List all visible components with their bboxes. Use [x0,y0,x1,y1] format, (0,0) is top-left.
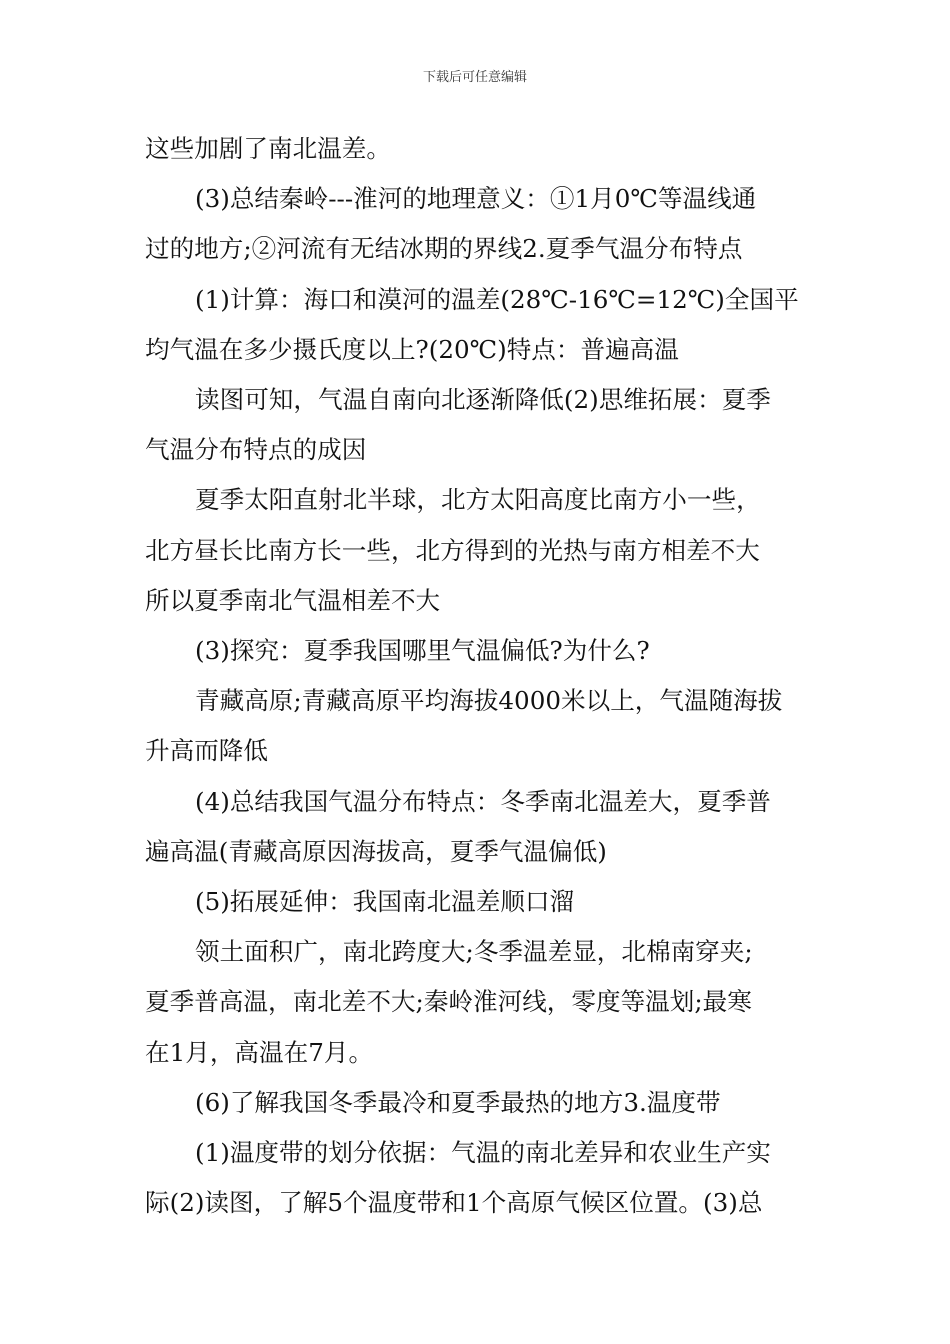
text-line: 均气温在多少摄氏度以上?(20℃)特点：普遍高温 [145,334,679,364]
text-line: (1)温度带的划分依据：气温的南北差异和农业生产实 [195,1138,771,1168]
text-line: 领土面积广，南北跨度大;冬季温差显，北棉南穿夹; [195,937,753,967]
text-line: (3)探究：夏季我国哪里气温偏低?为什么? [195,636,650,666]
text-line: (5)拓展延伸：我国南北温差顺口溜 [195,887,575,917]
text-line: 这些加剧了南北温差。 [145,134,391,163]
document-body [145,124,815,1228]
text-line: 夏季普高温，南北差不大;秦岭淮河线，零度等温划;最寒 [145,987,752,1017]
text-line: 遍高温(青藏高原因海拔高，夏季气温偏低) [145,836,607,866]
text-line: 际(2)读图，了解5个温度带和1个高原气候区位置。(3)总 [145,1188,763,1218]
text-line: 过的地方;②河流有无结冰期的界线2.夏季气温分布特点 [145,234,743,264]
text-line: (4)总结我国气温分布特点：冬季南北温差大，夏季普 [195,786,771,816]
text-line: 升高而降低 [145,736,268,766]
page-header: 下载后可任意编辑 [422,70,527,85]
text-line: 夏季太阳直射北半球，北方太阳高度比南方小一些， [195,485,761,515]
text-line: 所以夏季南北气温相差不大 [145,585,441,615]
text-line: (1)计算：海口和漠河的温差(28℃-16℃=12℃)全国平 [195,284,799,314]
text-line: 在1月，高温在7月。 [145,1037,374,1067]
text-line: 北方昼长比南方长一些，北方得到的光热与南方相差不大 [145,535,760,565]
text-line: (3)总结秦岭---淮河的地理意义：①1月0℃等温线通 [195,184,757,214]
text-line: (6)了解我国冬季最冷和夏季最热的地方3.温度带 [195,1087,721,1117]
text-line: 青藏高原;青藏高原平均海拔4000米以上，气温随海拔 [195,686,783,716]
text-line: 气温分布特点的成因 [145,435,367,465]
text-line: 读图可知，气温自南向北逐渐降低(2)思维拓展：夏季 [195,385,771,415]
